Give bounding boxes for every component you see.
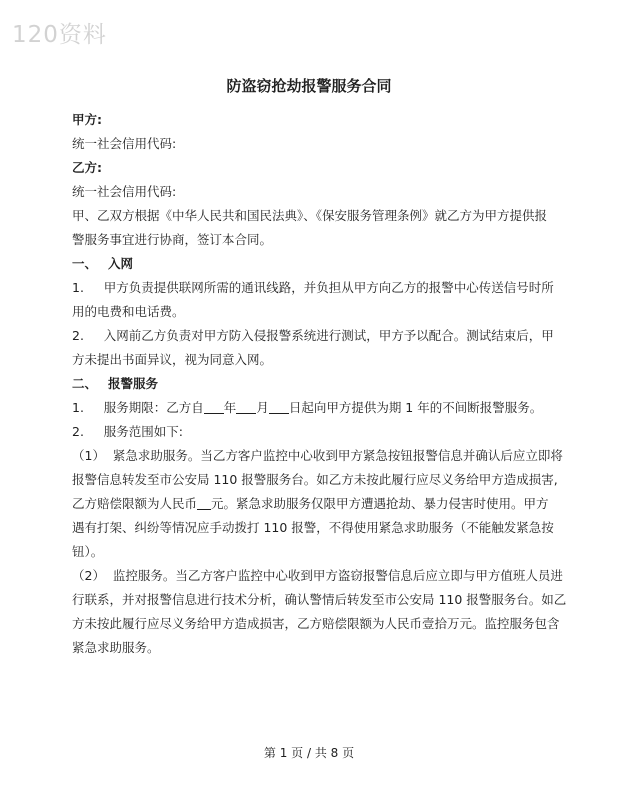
section-1-number: 一、 [72,256,98,271]
clause-1-1-line-1: 1. 甲方负责提供联网所需的通讯线路，并负担从甲方向乙方的报警中心传送信号时所 [72,280,554,295]
section-1-heading [72,252,558,276]
emergency-service-line-4: 遇有打架、纠纷等情况应手动拨打 110 报警，不得使用紧急求助服务（不能触发紧急按 [72,520,554,535]
monitoring-service-line-2: 行联系，并对报警信息进行技术分析，确认警情后转发至市公安局 110 报警服务台。如乙 [72,592,567,607]
period-text-d: 日起向甲方提供为期 1 年的不间断报警服务。 [288,400,543,415]
compensation-text-a: 乙方赔偿限额为人民币 [72,496,198,511]
monitoring-service-line-3: 方未按此履行应尽义务给甲方造成损害，乙方赔偿限额为人民币壹拾万元。监控服务包含 [72,616,560,631]
page-number: 第 1 页 / 共 8 页 [263,746,355,760]
party-b-label: 乙方: [72,160,102,175]
emergency-service-line-5: 钮）。 [72,544,104,559]
section-2-title: 报警服务 [108,376,159,391]
intro-line-1: 甲、乙双方根据《中华人民共和国民法典》、《保安服务管理条例》就乙方为甲方提供报 [72,208,548,223]
clause-1-2-line-1: 2. 入网前乙方负责对甲方防入侵报警系统进行测试，甲方予以配合。测试结束后，甲 [72,328,554,343]
amount-blank [197,494,211,510]
party-a-label: 甲方: [72,112,102,127]
year-blank [204,398,224,414]
document-title: 防盗窃抢劫报警服务合同 [226,77,392,95]
period-text-a: 1. 服务期限：乙方自 [72,400,204,415]
emergency-service-line-3 [72,492,558,516]
period-text-b: 年 [223,400,237,415]
period-text-c: 月 [256,400,269,415]
emergency-service-line-1: （1） 紧急求助服务。当乙方客户监控中心收到甲方紧急按钮报警信息并确认后应立即将 [72,448,563,463]
section-1-title: 入网 [108,256,134,271]
watermark: 120资料 [12,22,107,48]
clause-1-1-line-2: 用的电费和电话费。 [72,304,185,319]
monitoring-service-line-1: （2） 监控服务。当乙方客户监控中心收到甲方盗窃报警信息后应立即与甲方值班人员进 [72,568,563,583]
month-blank [236,398,256,414]
section-2-heading [72,372,558,396]
emergency-service-line-2: 报警信息转发至市公安局 110 报警服务台。如乙方未按此履行应尽义务给甲方造成损害, [72,472,558,487]
intro-line-2: 警服务事宜进行协商，签订本合同。 [72,232,273,247]
document-body [72,108,567,660]
monitoring-service-line-4: 紧急求助服务。 [72,640,160,655]
clause-1-2-line-2: 方未提出书面异议，视为同意入网。 [72,352,273,367]
clause-2-1-service-period [72,396,558,420]
section-2-number: 二、 [72,376,98,391]
party-b-credit-code: 统一社会信用代码: [72,184,177,199]
party-a-credit-code: 统一社会信用代码: [72,136,177,151]
clause-2-2-scope: 2. 服务范围如下: [72,424,184,439]
day-blank [269,398,289,414]
compensation-text-b: 元。紧急求助服务仅限甲方遭遇抢劫、暴力侵害时使用。甲方 [211,496,549,511]
